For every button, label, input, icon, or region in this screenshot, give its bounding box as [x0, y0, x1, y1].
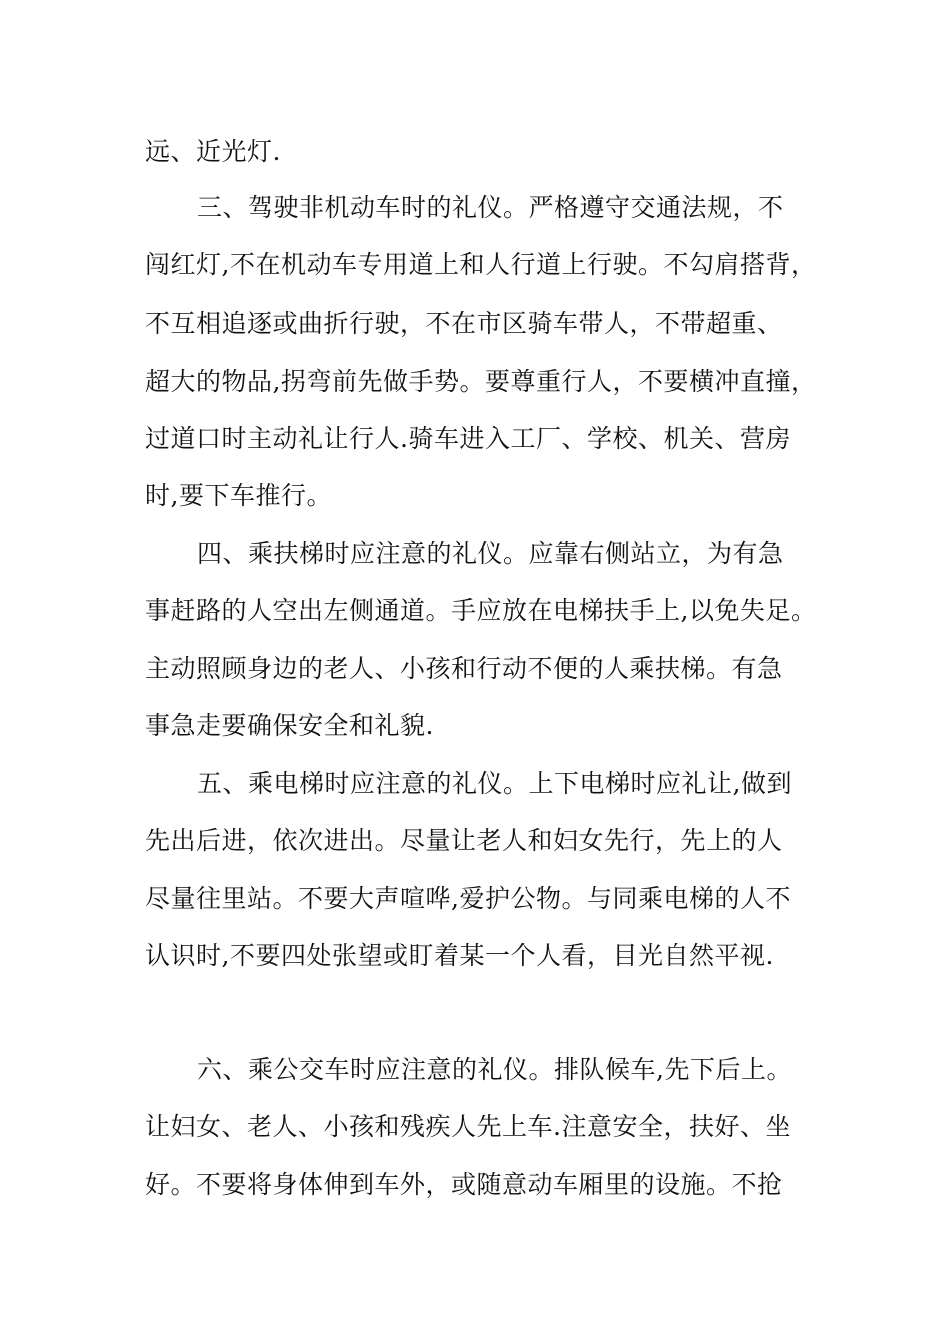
text-line: 主动照顾身边的老人、小孩和行动不便的人乘扶梯。有急	[145, 654, 783, 683]
paragraph-3-start: 三、驾驶非机动车时的礼仪。严格遵守交通法规，不	[197, 193, 784, 222]
text-line: 过道口时主动礼让行人.骑车进入工厂、学校、机关、营房	[145, 424, 791, 453]
paragraph-4-start: 四、乘扶梯时应注意的礼仪。应靠右侧站立，为有急	[197, 539, 784, 568]
text-line: 让妇女、老人、小孩和残疾人先上车.注意安全，扶好、坐	[145, 1112, 791, 1141]
text-line: 远、近光灯.	[145, 137, 281, 166]
text-line: 时,要下车推行。	[145, 481, 332, 510]
paragraph-6-start: 六、乘公交车时应注意的礼仪。排队候车,先下后上。	[197, 1055, 792, 1084]
text-line: 尽量往里站。不要大声喧哗,爱护公物。与同乘电梯的人不	[145, 884, 791, 913]
text-line: 事急走要确保安全和礼貌.	[145, 711, 434, 740]
text-line: 超大的物品,拐弯前先做手势。要尊重行人，不要横冲直撞，	[145, 367, 817, 396]
text-line: 不互相追逐或曲折行驶，不在市区骑车带人，不带超重、	[145, 309, 783, 338]
text-line: 事赶路的人空出左侧通道。手应放在电梯扶手上,以免失足。	[145, 596, 817, 625]
paragraph-5-start: 五、乘电梯时应注意的礼仪。上下电梯时应礼让,做到	[197, 769, 792, 798]
text-line: 认识时,不要四处张望或盯着某一个人看，目光自然平视.	[145, 941, 774, 970]
text-line: 好。不要将身体伸到车外，或随意动车厢里的设施。不抢	[145, 1170, 783, 1199]
text-line: 闯红灯,不在机动车专用道上和人行道上行驶。不勾肩搭背，	[145, 250, 817, 279]
text-line: 先出后进，依次进出。尽量让老人和妇女先行，先上的人	[145, 826, 783, 855]
